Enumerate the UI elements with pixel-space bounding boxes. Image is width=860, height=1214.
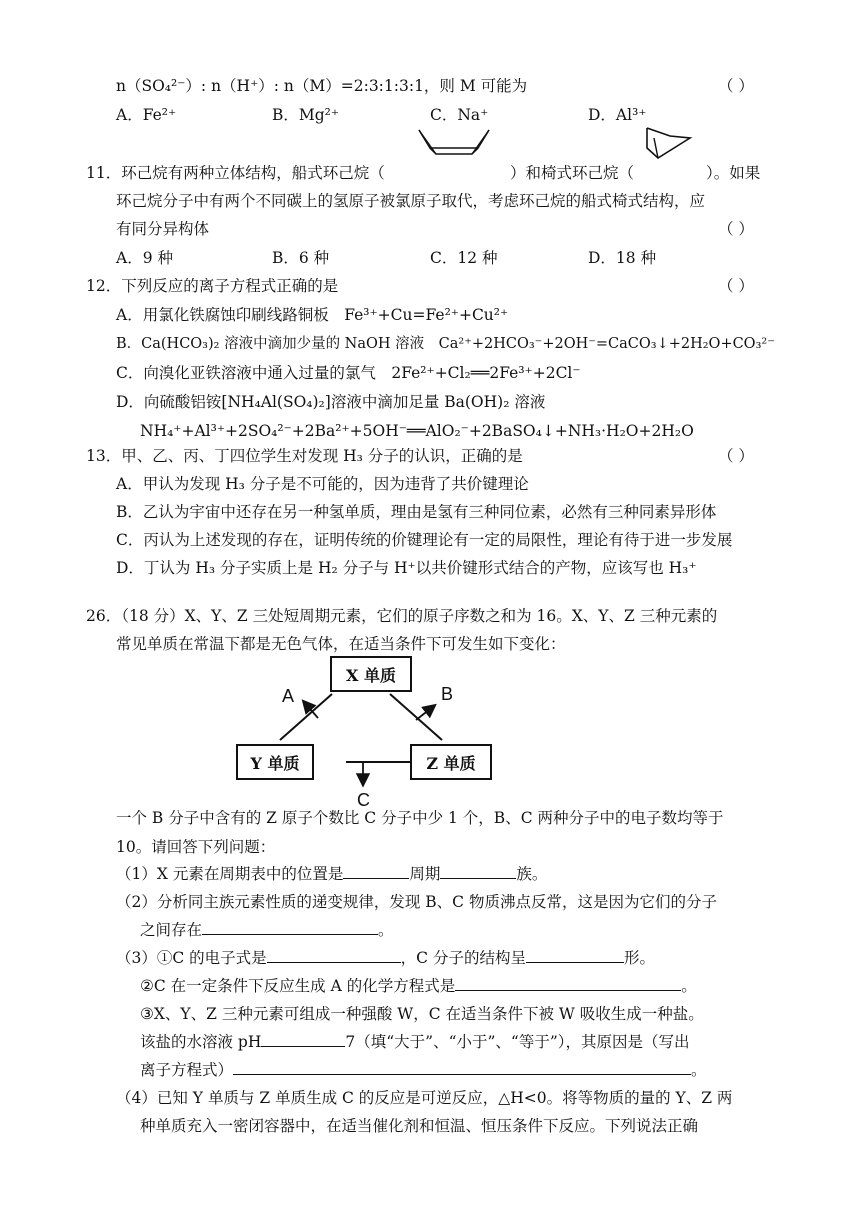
answer-blank[interactable] [267,948,401,963]
q26-part3-line3: ③X、Y、Z 三种元素可组成一种强酸 W，C 在适当条件下被 W 吸收生成一种盐。 [140,1005,704,1023]
q11-line2: 环己烷分子中有两个不同碳上的氢原子被氯原子取代，考虑环己烷的船式椅式结构，应 [116,192,706,210]
q26-part1: （1）X 元素在周期表中的位置是 周期 族。 [116,865,548,883]
q11-option-a: A．9 种 [116,249,173,267]
q11-line1-start: 11．环己烷有两种立体结构，船式环己烷（ [86,164,385,182]
answer-blank[interactable] [343,864,409,879]
q10-option-b: B．Mg²⁺ [272,106,340,124]
q13-stem: 13．甲、乙、丙、丁四位学生对发现 H₃ 分子的认识，正确的是 [86,447,523,465]
chair-cyclohexane-icon [644,124,694,162]
q13-option-c: C．丙认为上述发现的存在，证明传统的价键理论有一定的局限性，理论有待于进一步发展 [116,531,733,549]
q10-option-d: D．Al³⁺ [588,106,647,124]
q13-option-b: B．乙认为宇宙中还存在另一种氢单质，理由是氢有三种同位素，必然有三种同素异形体 [116,503,717,521]
q13-option-d: D．丁认为 H₃ 分子实质上是 H₂ 分子与 H⁺以共价键形式结合的产物，应该写也 H₃⁺ [116,559,697,577]
q12-option-b: B．Ca(HCO₃)₂ 溶液中滴加少量的 NaOH 溶液 Ca²⁺+2HCO₃⁻+2OH⁻=CaCO₃↓+2H₂O+CO₃²⁻ [116,336,775,352]
q26-part2-line1: （2）分析同主族元素性质的递变规律，发现 B、C 物质沸点反常，这是因为它们的分子 [116,893,717,911]
q10-stem: n（SO₄²⁻）: n（H⁺）: n（M）=2:3:1:3:1，则 M 可能为 [116,77,528,95]
answer-blank[interactable] [440,864,516,879]
z-element-box: Z 单质 [410,744,492,780]
x-element-box: X 单质 [330,656,412,692]
q12-stem: 12．下列反应的离子方程式正确的是 [86,277,339,295]
q12-answer-paren: （ ） [718,277,754,295]
q11-answer-paren: （ ） [718,220,754,238]
product-a-label: A [282,686,295,706]
q26-part2-line2: 之间存在 。 [140,921,394,939]
q26-line2: 常见单质在常温下都是无色气体，在适当条件下可发生如下变化： [116,635,566,653]
q11-line1-end: ）。如果 [706,164,761,182]
q26-part3-line1: （3）①C 的电子式是 ，C 分子的结构呈 形。 [116,949,655,967]
answer-blank[interactable] [202,920,378,935]
q11-option-b: B．6 种 [272,249,330,267]
product-b-label: B [441,684,454,704]
q12-option-a: A．用氯化铁腐蚀印刷线路铜板 Fe³⁺+Cu=Fe²⁺+Cu²⁺ [116,306,509,324]
q12-option-c: C．向溴化亚铁溶液中通入过量的氯气 2Fe²⁺+Cl₂══2Fe³⁺+2Cl⁻ [116,364,581,382]
answer-blank[interactable] [233,1060,691,1075]
product-c-label: C [357,790,370,810]
q26-line1: 26．（18 分）X、Y、Z 三处短周期元素，它们的原子序数之和为 16。X、Y、Z 三种元素的 [86,607,718,625]
q11-option-d: D．18 种 [588,249,657,267]
answer-blank[interactable] [261,1032,345,1047]
q26-line4: 10。请回答下列问题： [116,838,276,856]
q26-part4-line1: （4）已知 Y 单质与 Z 单质生成 C 的反应是可逆反应，△H<0。将等物质的量的 Y、Z 两 [116,1089,733,1107]
q26-part3-line4: 该盐的水溶液 pH 7（填“大于”、“小于”、“等于”），其原因是（写出 [140,1033,690,1051]
q10-option-a: A．Fe²⁺ [116,106,177,124]
q26-part4-line2: 种单质充入一密闭容器中，在适当催化剂和恒温、恒压条件下反应。下列说法正确 [140,1117,699,1135]
boat-cyclohexane-icon [416,126,492,158]
y-element-box: Y 单质 [236,744,314,780]
q26-part3-line2: ②C 在一定条件下反应生成 A 的化学方程式是 。 [140,977,697,995]
q10-option-c: C．Na⁺ [430,106,489,124]
q11-line3: 有同分异构体 [116,220,210,238]
q11-line1-mid: ）和椅式环己烷（ [510,164,635,182]
q13-option-a: A．甲认为发现 H₃ 分子是不可能的，因为违背了共价键理论 [116,475,529,493]
q12-option-d-line1: D．向硫酸铝铵[NH₄Al(SO₄)₂]溶液中滴加足量 Ba(OH)₂ 溶液 [116,393,546,411]
q26-line3: 一个 B 分子中含有的 Z 原子个数比 C 分子中少 1 个，B、C 两种分子中的电子数均等于 [116,809,724,827]
q11-option-c: C．12 种 [430,249,498,267]
answer-blank[interactable] [526,948,624,963]
q10-answer-paren: （ ） [718,77,754,95]
q13-answer-paren: （ ） [718,447,754,465]
q12-option-d-line2: NH₄⁺+Al³⁺+2SO₄²⁻+2Ba²⁺+5OH⁻══AlO₂⁻+2BaSO₄↓+NH₃·H₂O+2H₂O [140,422,694,440]
q26-part3-line5: 离子方程式） 。 [140,1061,707,1079]
answer-blank[interactable] [455,976,681,991]
